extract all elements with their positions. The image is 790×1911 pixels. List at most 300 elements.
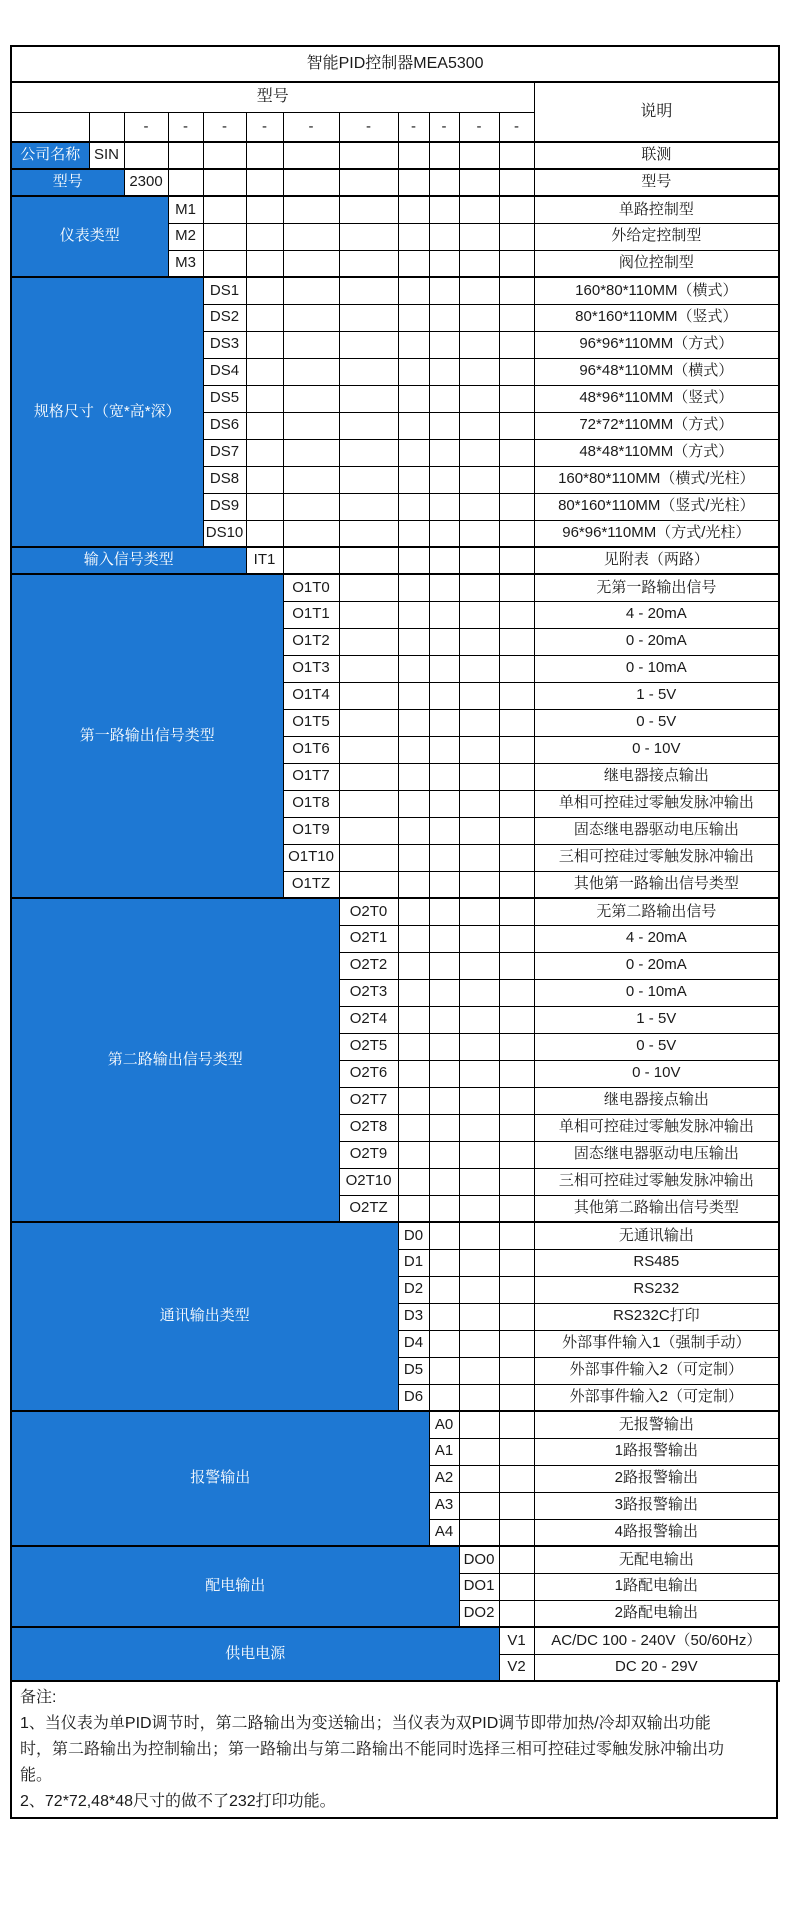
empty-cell xyxy=(398,169,429,196)
empty-cell xyxy=(459,709,499,736)
empty-cell xyxy=(246,223,283,250)
desc-cell: 3路报警输出 xyxy=(534,1492,779,1519)
empty-cell xyxy=(283,358,339,385)
empty-cell xyxy=(168,142,203,169)
empty-cell xyxy=(459,1222,499,1249)
desc-cell: 80*160*110MM（竖式/光柱） xyxy=(534,493,779,520)
empty-cell xyxy=(429,277,459,304)
empty-cell xyxy=(459,1438,499,1465)
empty-cell xyxy=(203,142,246,169)
desc-cell: 4 - 20mA xyxy=(534,601,779,628)
code-cell: O2T2 xyxy=(339,952,398,979)
empty-cell xyxy=(398,466,429,493)
section-label: 第二路输出信号类型 xyxy=(11,898,339,1222)
code-cell: D2 xyxy=(398,1276,429,1303)
empty-cell xyxy=(459,1060,499,1087)
dash-cell: - xyxy=(459,112,499,142)
code-cell: DS4 xyxy=(203,358,246,385)
desc-cell: 外给定控制型 xyxy=(534,223,779,250)
empty-cell xyxy=(283,331,339,358)
desc-cell: 0 - 20mA xyxy=(534,628,779,655)
empty-cell xyxy=(339,736,398,763)
empty-cell xyxy=(398,736,429,763)
desc-cell: 阀位控制型 xyxy=(534,250,779,277)
desc-cell: 无配电输出 xyxy=(534,1546,779,1573)
empty-cell xyxy=(283,250,339,277)
empty-cell xyxy=(499,655,534,682)
table-row xyxy=(11,898,779,925)
empty-cell xyxy=(459,1384,499,1411)
code-cell: O1T1 xyxy=(283,601,339,628)
empty-cell xyxy=(124,142,168,169)
empty-cell xyxy=(499,277,534,304)
desc-cell: 0 - 10V xyxy=(534,736,779,763)
code-cell: DS1 xyxy=(203,277,246,304)
empty-cell xyxy=(459,925,499,952)
code-cell: O2T0 xyxy=(339,898,398,925)
empty-cell xyxy=(429,655,459,682)
empty-cell xyxy=(499,1600,534,1627)
empty-cell xyxy=(339,277,398,304)
empty-cell xyxy=(398,1033,429,1060)
empty-cell xyxy=(339,709,398,736)
empty-cell xyxy=(283,304,339,331)
code-cell: O1T2 xyxy=(283,628,339,655)
empty-cell xyxy=(429,1357,459,1384)
desc-cell: 联测 xyxy=(534,142,779,169)
table-row xyxy=(11,1546,779,1573)
empty-cell xyxy=(283,223,339,250)
empty-cell xyxy=(246,304,283,331)
desc-cell: 0 - 10mA xyxy=(534,979,779,1006)
empty-cell xyxy=(459,277,499,304)
code-cell: V2 xyxy=(499,1654,534,1681)
dash-cell: - xyxy=(283,112,339,142)
desc-cell: 无通讯输出 xyxy=(534,1222,779,1249)
desc-cell: 单路控制型 xyxy=(534,196,779,223)
dash-cell: - xyxy=(124,112,168,142)
empty-cell xyxy=(459,628,499,655)
desc-cell: 见附表（两路） xyxy=(534,547,779,574)
desc-cell: 0 - 5V xyxy=(534,709,779,736)
empty-cell xyxy=(499,844,534,871)
desc-cell: 1路报警输出 xyxy=(534,1438,779,1465)
empty-cell xyxy=(429,169,459,196)
dash-cell: - xyxy=(203,112,246,142)
code-cell: DS6 xyxy=(203,412,246,439)
empty-cell xyxy=(459,574,499,601)
empty-cell xyxy=(339,412,398,439)
code-cell: DO0 xyxy=(459,1546,499,1573)
model-header: 型号 xyxy=(11,82,534,112)
empty-cell xyxy=(429,736,459,763)
empty-cell xyxy=(429,1384,459,1411)
empty-cell xyxy=(429,1141,459,1168)
code-cell: O2T4 xyxy=(339,1006,398,1033)
empty-cell xyxy=(429,1114,459,1141)
empty-cell xyxy=(246,142,283,169)
desc-cell: 三相可控硅过零触发脉冲输出 xyxy=(534,1168,779,1195)
empty-cell xyxy=(499,412,534,439)
empty-cell xyxy=(429,1033,459,1060)
empty-cell xyxy=(459,1303,499,1330)
empty-cell xyxy=(499,1249,534,1276)
table-row xyxy=(11,169,779,196)
code-cell: A0 xyxy=(429,1411,459,1438)
empty-cell xyxy=(499,763,534,790)
empty-cell xyxy=(398,925,429,952)
empty-cell xyxy=(459,871,499,898)
desc-cell: 其他第二路输出信号类型 xyxy=(534,1195,779,1222)
desc-cell: 0 - 10mA xyxy=(534,655,779,682)
empty-cell xyxy=(246,493,283,520)
empty-cell xyxy=(459,439,499,466)
empty-cell xyxy=(499,385,534,412)
desc-cell: 1 - 5V xyxy=(534,1006,779,1033)
empty-cell xyxy=(246,466,283,493)
section-label: 通讯输出类型 xyxy=(11,1222,398,1411)
empty-cell xyxy=(339,601,398,628)
empty-cell xyxy=(459,1357,499,1384)
section-label: 配电输出 xyxy=(11,1546,459,1627)
empty-cell xyxy=(499,709,534,736)
empty-cell xyxy=(246,196,283,223)
empty-cell xyxy=(499,358,534,385)
empty-cell xyxy=(459,385,499,412)
empty-cell xyxy=(499,1573,534,1600)
empty-cell xyxy=(429,547,459,574)
empty-cell xyxy=(429,385,459,412)
empty-cell xyxy=(499,1168,534,1195)
empty-cell xyxy=(429,871,459,898)
empty-cell xyxy=(429,817,459,844)
empty-cell xyxy=(459,844,499,871)
empty-cell xyxy=(429,358,459,385)
table-row xyxy=(11,196,779,223)
empty-cell xyxy=(499,628,534,655)
empty-cell xyxy=(339,304,398,331)
empty-cell xyxy=(398,817,429,844)
empty-cell xyxy=(429,1087,459,1114)
empty-cell xyxy=(459,493,499,520)
empty-cell xyxy=(203,169,246,196)
code-cell: DO2 xyxy=(459,1600,499,1627)
empty-cell xyxy=(429,1303,459,1330)
empty-cell xyxy=(339,250,398,277)
empty-cell xyxy=(246,412,283,439)
empty-cell xyxy=(459,1195,499,1222)
desc-cell: 80*160*110MM（竖式） xyxy=(534,304,779,331)
code-cell: SIN xyxy=(89,142,124,169)
desc-cell: RS485 xyxy=(534,1249,779,1276)
empty-cell xyxy=(339,871,398,898)
empty-cell xyxy=(429,709,459,736)
empty-cell xyxy=(459,1249,499,1276)
code-cell: M2 xyxy=(168,223,203,250)
spec-sheet xyxy=(10,45,778,1819)
empty-cell xyxy=(459,817,499,844)
empty-cell xyxy=(499,196,534,223)
code-cell: O1T6 xyxy=(283,736,339,763)
desc-cell: 继电器接点输出 xyxy=(534,1087,779,1114)
empty-cell xyxy=(246,277,283,304)
empty-cell xyxy=(499,1492,534,1519)
empty-cell xyxy=(398,898,429,925)
code-cell: O1T4 xyxy=(283,682,339,709)
empty-cell xyxy=(283,547,339,574)
section-label: 报警输出 xyxy=(11,1411,429,1546)
dash-cell: - xyxy=(339,112,398,142)
code-cell: A2 xyxy=(429,1465,459,1492)
empty-cell xyxy=(459,1411,499,1438)
empty-cell xyxy=(283,169,339,196)
code-cell: O2T9 xyxy=(339,1141,398,1168)
empty-cell xyxy=(398,385,429,412)
empty-cell xyxy=(499,1330,534,1357)
empty-cell xyxy=(499,979,534,1006)
section-label: 供电电源 xyxy=(11,1627,499,1681)
empty-cell xyxy=(429,1168,459,1195)
empty-cell xyxy=(398,412,429,439)
empty-cell xyxy=(459,763,499,790)
empty-cell xyxy=(499,790,534,817)
code-cell: O1T3 xyxy=(283,655,339,682)
empty-cell xyxy=(429,520,459,547)
desc-cell: RS232 xyxy=(534,1276,779,1303)
empty-cell xyxy=(499,493,534,520)
empty-cell xyxy=(459,1141,499,1168)
desc-cell: 固态继电器驱动电压输出 xyxy=(534,817,779,844)
empty-cell xyxy=(459,736,499,763)
empty-cell xyxy=(459,1330,499,1357)
empty-cell xyxy=(499,223,534,250)
code-cell: DS5 xyxy=(203,385,246,412)
empty-cell xyxy=(398,628,429,655)
code-cell: D5 xyxy=(398,1357,429,1384)
section-label: 公司名称 xyxy=(11,142,89,169)
empty-cell xyxy=(429,952,459,979)
code-cell: V1 xyxy=(499,1627,534,1654)
empty-cell xyxy=(429,898,459,925)
empty-cell xyxy=(429,1222,459,1249)
empty-cell xyxy=(246,331,283,358)
empty-cell xyxy=(398,142,429,169)
empty-cell xyxy=(339,358,398,385)
empty-cell xyxy=(459,250,499,277)
empty-cell xyxy=(429,763,459,790)
empty-cell xyxy=(398,1114,429,1141)
empty-cell xyxy=(499,1060,534,1087)
empty-cell xyxy=(459,1276,499,1303)
empty-cell xyxy=(398,1006,429,1033)
empty-cell xyxy=(339,385,398,412)
desc-cell: 2路配电输出 xyxy=(534,1600,779,1627)
desc-cell: 0 - 20mA xyxy=(534,952,779,979)
empty-cell xyxy=(339,169,398,196)
empty-cell xyxy=(499,142,534,169)
code-cell: D3 xyxy=(398,1303,429,1330)
code-cell: D1 xyxy=(398,1249,429,1276)
desc-cell: 160*80*110MM（横式） xyxy=(534,277,779,304)
desc-cell: RS232C打印 xyxy=(534,1303,779,1330)
empty-cell xyxy=(168,169,203,196)
section-label: 输入信号类型 xyxy=(11,547,246,574)
empty-cell xyxy=(339,844,398,871)
code-cell: O1T10 xyxy=(283,844,339,871)
desc-cell: 4路报警输出 xyxy=(534,1519,779,1546)
code-cell: O2T1 xyxy=(339,925,398,952)
empty-cell xyxy=(283,196,339,223)
desc-cell: 继电器接点输出 xyxy=(534,763,779,790)
code-cell: O1TZ xyxy=(283,871,339,898)
empty-cell xyxy=(459,412,499,439)
empty-cell xyxy=(339,466,398,493)
empty-cell xyxy=(499,520,534,547)
empty-cell xyxy=(398,1087,429,1114)
desc-cell: 48*96*110MM（竖式） xyxy=(534,385,779,412)
code-cell: M1 xyxy=(168,196,203,223)
code-cell: DO1 xyxy=(459,1573,499,1600)
empty-cell xyxy=(339,520,398,547)
empty-cell xyxy=(499,1384,534,1411)
empty-cell xyxy=(398,682,429,709)
empty-cell xyxy=(499,1033,534,1060)
empty-cell xyxy=(499,1546,534,1573)
code-cell: DS9 xyxy=(203,493,246,520)
code-cell: DS7 xyxy=(203,439,246,466)
empty-cell xyxy=(499,304,534,331)
code-cell: A3 xyxy=(429,1492,459,1519)
title-row xyxy=(11,46,779,82)
empty-cell xyxy=(398,979,429,1006)
empty-cell xyxy=(429,412,459,439)
empty-cell xyxy=(11,112,89,142)
empty-cell xyxy=(429,1060,459,1087)
code-cell: O1T7 xyxy=(283,763,339,790)
note-line: 能。 xyxy=(20,1767,53,1784)
empty-cell xyxy=(459,331,499,358)
empty-cell xyxy=(499,169,534,196)
empty-cell xyxy=(398,1060,429,1087)
desc-cell: DC 20 - 29V xyxy=(534,1654,779,1681)
empty-cell xyxy=(89,112,124,142)
empty-cell xyxy=(459,304,499,331)
code-cell: A1 xyxy=(429,1438,459,1465)
code-cell: O2T3 xyxy=(339,979,398,1006)
empty-cell xyxy=(246,250,283,277)
empty-cell xyxy=(499,1195,534,1222)
empty-cell xyxy=(429,493,459,520)
empty-cell xyxy=(459,1465,499,1492)
empty-cell xyxy=(339,439,398,466)
empty-cell xyxy=(429,142,459,169)
section-label: 规格尺寸（宽*高*深） xyxy=(11,277,203,547)
table-row xyxy=(11,277,779,304)
code-cell: D0 xyxy=(398,1222,429,1249)
empty-cell xyxy=(429,1330,459,1357)
note-line: 1、当仪表为单PID调节时，第二路输出为变送输出；当仪表为双PID调节即带加热/冷却双输出功能 xyxy=(20,1715,711,1732)
empty-cell xyxy=(499,1357,534,1384)
empty-cell xyxy=(429,979,459,1006)
empty-cell xyxy=(459,169,499,196)
desc-cell: 三相可控硅过零触发脉冲输出 xyxy=(534,844,779,871)
empty-cell xyxy=(429,844,459,871)
code-cell: DS8 xyxy=(203,466,246,493)
empty-cell xyxy=(429,1276,459,1303)
empty-cell xyxy=(499,736,534,763)
note-line: 2、72*72,48*48尺寸的做不了232打印功能。 xyxy=(20,1793,336,1810)
empty-cell xyxy=(203,250,246,277)
empty-cell xyxy=(459,1006,499,1033)
code-cell: O2T5 xyxy=(339,1033,398,1060)
table-row xyxy=(11,547,779,574)
empty-cell xyxy=(459,979,499,1006)
desc-cell: 单相可控硅过零触发脉冲输出 xyxy=(534,1114,779,1141)
table-row xyxy=(11,574,779,601)
empty-cell xyxy=(429,925,459,952)
code-cell: O1T0 xyxy=(283,574,339,601)
empty-cell xyxy=(398,304,429,331)
empty-cell xyxy=(246,439,283,466)
empty-cell xyxy=(459,520,499,547)
header-row xyxy=(11,82,779,112)
empty-cell xyxy=(459,142,499,169)
empty-cell xyxy=(398,1168,429,1195)
section-label: 第一路输出信号类型 xyxy=(11,574,283,898)
table-row xyxy=(11,1222,779,1249)
empty-cell xyxy=(398,952,429,979)
empty-cell xyxy=(203,196,246,223)
empty-cell xyxy=(398,439,429,466)
empty-cell xyxy=(429,628,459,655)
empty-cell xyxy=(398,844,429,871)
code-cell: O2T7 xyxy=(339,1087,398,1114)
empty-cell xyxy=(339,790,398,817)
section-label: 型号 xyxy=(11,169,124,196)
desc-cell: 1路配电输出 xyxy=(534,1573,779,1600)
empty-cell xyxy=(339,196,398,223)
empty-cell xyxy=(499,1141,534,1168)
section-label: 仪表类型 xyxy=(11,196,168,277)
empty-cell xyxy=(429,196,459,223)
code-cell: DS10 xyxy=(203,520,246,547)
empty-cell xyxy=(398,331,429,358)
empty-cell xyxy=(499,331,534,358)
empty-cell xyxy=(499,871,534,898)
table-row xyxy=(11,142,779,169)
empty-cell xyxy=(339,817,398,844)
code-cell: O2T6 xyxy=(339,1060,398,1087)
empty-cell xyxy=(283,142,339,169)
desc-cell: 外部事件输入1（强制手动） xyxy=(534,1330,779,1357)
empty-cell xyxy=(499,1303,534,1330)
empty-cell xyxy=(459,1168,499,1195)
empty-cell xyxy=(499,466,534,493)
desc-cell: 4 - 20mA xyxy=(534,925,779,952)
empty-cell xyxy=(499,601,534,628)
empty-cell xyxy=(246,385,283,412)
empty-cell xyxy=(499,574,534,601)
desc-cell: 无第一路输出信号 xyxy=(534,574,779,601)
note-line: 备注: xyxy=(20,1689,57,1706)
empty-cell xyxy=(398,1141,429,1168)
empty-cell xyxy=(339,682,398,709)
empty-cell xyxy=(459,1033,499,1060)
desc-cell: 型号 xyxy=(534,169,779,196)
empty-cell xyxy=(203,223,246,250)
empty-cell xyxy=(429,574,459,601)
table-row xyxy=(11,1411,779,1438)
